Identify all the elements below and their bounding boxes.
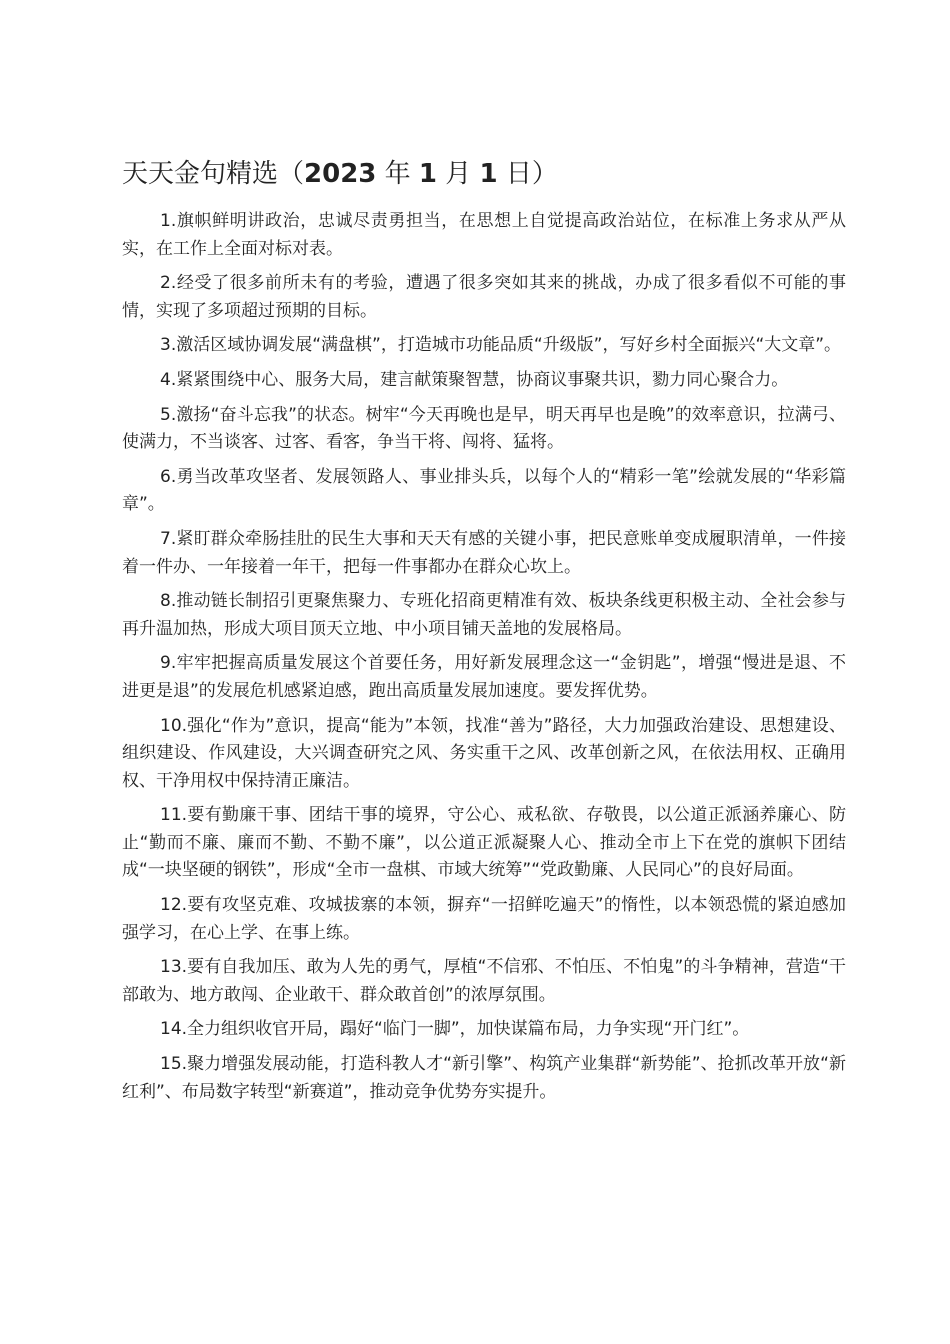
- quote-item-6: 6.勇当改革攻坚者、发展领路人、事业排头兵，以每个人的“精彩一笔”绘就发展的“华彩篇章”。: [122, 466, 846, 515]
- page-title: [122, 152, 842, 196]
- quote-item-4: 4.紧紧围绕中心、服务大局，建言献策聚智慧，协商议事聚共识，勠力同心聚合力。: [160, 369, 789, 390]
- quote-item-10: 10.强化“作为”意识，提高“能为”本领，找准“善为”路径，大力加强政治建设、思想建设、组织建设、作风建设，大兴调查研究之风、务实重干之风、改革创新之风，在依法用权、正确用权、干净用权中保持清正廉洁。: [122, 715, 846, 791]
- quote-item-11: 11.要有勤廉干事、团结干事的境界，守公心、戒私欲、存敬畏，以公道正派涵养廉心、防止“勤而不廉、廉而不勤、不勤不廉”，以公道正派凝聚人心、推动全市上下在党的旗帜下团结成“一块坚硬的钢铁”，形成“全市一盘棋、市域大统筹”“党政勤廉、人民同心”的良好局面。: [122, 805, 846, 881]
- quote-item-15: 15.聚力增强发展动能，打造科教人才“新引擎”、构筑产业集群“新势能”、抢抓改革开放“新红利”、布局数字转型“新赛道”，推动竞争优势夯实提升。: [122, 1054, 846, 1102]
- title-day: 1: [479, 159, 498, 189]
- quote-item-13: 13.要有自我加压、敢为人先的勇气，厚植“不信邪、不怕压、不怕鬼”的斗争精神，营造“干部敢为、地方敢闯、企业敢干、群众敢首创”的浓厚氛围。: [122, 957, 846, 1005]
- quote-item-8: 8.推动链长制招引更聚焦聚力、专班化招商更精准有效、板块条线更积极主动、全社会参与再升温加热，形成大项目顶天立地、中小项目铺天盖地的发展格局。: [122, 591, 846, 639]
- quote-item-14: 14.全力组织收官开局，蹋好“临门一脚”，加快谋篇布局，力争实现“开门红”。: [160, 1019, 750, 1040]
- title-year: 2023: [304, 159, 377, 189]
- quote-list: [122, 208, 846, 1113]
- quote-item-12: 12.要有攻坚克难、攻城拔寨的本领，摒弃“一招鲜吃遍天”的惰性，以本领恐慌的紧迫感加强学习，在心上学、在事上练。: [122, 895, 846, 943]
- title-prefix: 天天金句精选（: [122, 159, 305, 189]
- title-month-unit: 月: [437, 159, 480, 189]
- title-year-unit: 年: [376, 159, 419, 189]
- quote-item-3: 3.激活区域协调发展“满盘棋”，打造城市功能品质“升级版”，写好乡村全面振兴“大文章”。: [160, 335, 842, 356]
- title-month: 1: [418, 159, 438, 189]
- quote-item-5: 5.激扬“奋斗忘我”的状态。树牢“今天再晚也是早，明天再早也是晚”的效率意识，拉满弓、使满力，不当谈客、过客、看客，争当干将、闯将、猛将。: [122, 404, 846, 453]
- quote-item-9: 9.牢牢把握高质量发展这个首要任务，用好新发展理念这一“金钥匙”，增强“慢进是退、不进更是退”的发展危机感紧迫感，跑出高质量发展加速度。要发挥优势。: [122, 653, 846, 701]
- quote-item-2: 2.经受了很多前所未有的考验，遭遇了很多突如其来的挑战，办成了很多看似不可能的事情，实现了多项超过预期的目标。: [122, 273, 846, 321]
- quote-item-7: 7.紧盯群众牵肠挂肚的民生大事和天天有感的关键小事，把民意账单变成履职清单，一件接着一件办、一年接着一年干，把每一件事都办在群众心坎上。: [122, 528, 846, 577]
- title-suffix: 日）: [497, 159, 558, 189]
- quote-item-1: 1.旗帜鲜明讲政治，忠诚尽责勇担当，在思想上自觉提高政治站位，在标准上务求从严从实，在工作上全面对标对表。: [122, 211, 846, 259]
